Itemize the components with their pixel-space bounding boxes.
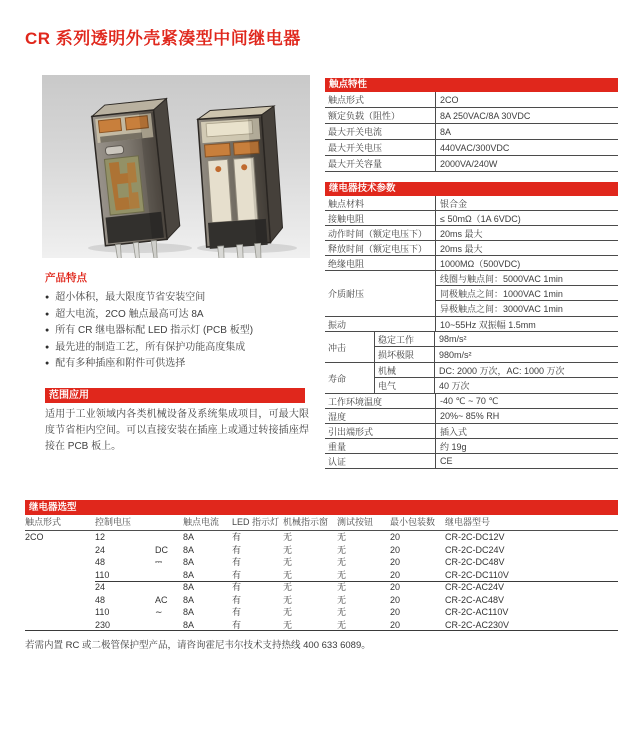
cell-mech-indicator: 无: [283, 582, 293, 592]
sub-rows: [375, 363, 618, 393]
cell-led-indicator: 有: [232, 569, 242, 580]
table-row: [25, 531, 618, 544]
row-value: 8A 250VAC/8A 30VDC: [440, 110, 531, 121]
column-header-test-button: 测试按钮: [337, 517, 374, 528]
cell-min-pack: 20: [390, 594, 401, 605]
table-row: [325, 241, 618, 256]
table-row: [325, 439, 618, 454]
value-lines: [436, 271, 618, 316]
cell-model-number: CR-2C-DC24V: [445, 544, 505, 555]
product-photo: [42, 75, 310, 258]
cell-contact-current: 8A: [183, 544, 195, 555]
row-value: 插入式: [440, 426, 468, 437]
contact-table-heading: 触点特性: [325, 78, 618, 92]
row-label: 工作环境温度: [325, 394, 436, 408]
selection-table-heading: 继电器选型: [25, 500, 618, 515]
feature-item-text: 配有多种插座和附件可供选择: [55, 358, 186, 369]
row-label: 额定负载（阻性）: [325, 108, 436, 123]
cell-test-button: 无: [337, 582, 347, 592]
row-label: 介质耐压: [325, 271, 436, 316]
cell-model-number: CR-2C-AC230V: [445, 619, 510, 630]
row-value: 98m/s²: [439, 334, 467, 344]
row-value: 20ms 最大: [440, 228, 483, 239]
row-label: 寿命: [325, 363, 375, 393]
features-list: [45, 292, 313, 369]
cell-led-indicator: 有: [232, 532, 242, 542]
cell-led-indicator: 有: [232, 544, 242, 555]
page-title: CR 系列透明外壳紧凑型中间继电器: [25, 29, 301, 48]
row-label: 最大开关电压: [325, 140, 436, 155]
row-value: CE: [440, 456, 453, 466]
cell-model-number: CR-2C-DC12V: [445, 532, 505, 542]
row-value: 2000VA/240W: [440, 158, 498, 169]
cell-min-pack: 20: [390, 582, 401, 592]
table-row: [25, 594, 618, 607]
cell-mech-indicator: 无: [283, 607, 293, 617]
cell-control-voltage: 48: [95, 594, 106, 605]
relay-photo-right: [197, 106, 286, 258]
feature-item: [45, 309, 313, 320]
cell-model-number: CR-2C-DC110V: [445, 569, 509, 580]
row-value: 440VAC/300VDC: [440, 142, 510, 153]
contact-table: [325, 78, 618, 172]
row-value: 1000MΩ（500VDC): [440, 258, 521, 269]
row-value: -40 ℃ ~ 70 ℃: [440, 395, 499, 406]
column-header-led-indicator: LED 指示灯: [232, 517, 280, 528]
cell-voltage-system: ⎓: [155, 557, 163, 567]
bullet-icon: ●: [45, 343, 50, 351]
sub-rows: [375, 332, 618, 362]
column-header-model-number: 继电器型号: [445, 517, 491, 528]
table-row: [25, 544, 618, 557]
relay-photo-left: [91, 99, 184, 258]
row-value: 8A: [440, 126, 452, 137]
bullet-icon: ●: [45, 294, 50, 301]
cell-control-voltage: 12: [95, 532, 106, 542]
table-row: [25, 556, 618, 569]
cell-test-button: 无: [337, 557, 347, 567]
table-row: [325, 92, 618, 108]
selection-table-header: [25, 515, 618, 531]
feature-item-text: 超小体积，最大限度节省安装空间: [55, 292, 206, 303]
table-row: [25, 606, 618, 619]
table-row: [25, 581, 618, 594]
application-text: 适用于工业领域内各类机械设备及系统集成项目，可最大限度节省柜内空间。可以直接安装在插座上或通过转接插座焊接在 PCB 板上。: [45, 409, 309, 452]
cell-voltage-system: ∼: [155, 607, 163, 617]
column-header-mech-indicator: 机械指示窗: [283, 517, 329, 528]
column-header-min-pack: 最小包装数: [390, 517, 436, 528]
row-label: 认证: [325, 454, 436, 468]
column-header-control-voltage: 控制电压: [95, 517, 132, 528]
cell-min-pack: 20: [390, 557, 401, 567]
table-row: [25, 619, 618, 632]
table-row: [325, 211, 618, 226]
tech-table-heading: 继电器技术参数: [325, 182, 618, 196]
feature-item: [45, 358, 313, 369]
cell-model-number: CR-2C-DC48V: [445, 557, 505, 567]
table-row: [325, 271, 618, 317]
selection-table: [25, 500, 618, 631]
cell-test-button: 无: [337, 532, 347, 542]
cell-model-number: CR-2C-AC24V: [445, 582, 505, 592]
cell-min-pack: 20: [390, 532, 401, 542]
cell-mech-indicator: 无: [283, 544, 293, 555]
cell-test-button: 无: [337, 594, 347, 605]
feature-item: [45, 342, 313, 353]
row-label: 振动: [325, 317, 436, 331]
cell-voltage-system: AC: [155, 594, 168, 605]
sub-label: 电气: [375, 378, 435, 393]
table-row: [325, 424, 618, 439]
cell-test-button: 无: [337, 569, 347, 580]
feature-item-text: 最先进的制造工艺，所有保护功能高度集成: [55, 341, 246, 353]
sub-row: [375, 332, 618, 347]
cell-control-voltage: 110: [95, 607, 110, 617]
selection-table-rows: [25, 531, 618, 631]
cell-min-pack: 20: [390, 544, 401, 555]
feature-item-text: 所有 CR 继电器标配 LED 指示灯 (PCB 板型): [55, 325, 254, 336]
row-label: 湿度: [325, 409, 436, 423]
cell-control-voltage: 24: [95, 544, 106, 555]
cell-model-number: CR-2C-AC48V: [445, 594, 505, 605]
table-row: [325, 196, 618, 211]
table-row: [325, 454, 618, 469]
row-label: 触点材料: [325, 196, 436, 210]
cell-control-voltage: 48: [95, 557, 106, 567]
table-row: [325, 140, 618, 156]
row-value: 10~55Hz 双振幅 1.5mm: [440, 319, 536, 330]
sub-label: 稳定工作: [375, 332, 435, 346]
table-row: [325, 124, 618, 140]
cell-model-number: CR-2C-AC110V: [445, 607, 509, 617]
row-label: 最大开关容量: [325, 156, 436, 171]
row-label: 动作时间（额定电压下）: [325, 226, 436, 240]
sub-label: 机械: [375, 363, 435, 377]
table-row: [325, 409, 618, 424]
table-row: [325, 108, 618, 124]
feature-item-text: 超大电流，2CO 触点最高可达 8A: [55, 308, 204, 320]
cell-control-voltage: 110: [95, 569, 110, 580]
row-label: 冲击: [325, 332, 375, 362]
feature-item: [45, 325, 313, 336]
sub-row: [375, 363, 618, 378]
cell-contact-current: 8A: [183, 569, 195, 580]
sub-label: 损坏极限: [375, 347, 435, 362]
table-row: [325, 363, 618, 394]
cell-contact-form: 2CO: [25, 532, 44, 542]
bullet-icon: ●: [45, 327, 50, 334]
sub-row: [375, 378, 618, 393]
cell-led-indicator: 有: [232, 557, 242, 567]
cell-contact-current: 8A: [183, 557, 195, 567]
row-value: 980m/s²: [439, 349, 472, 360]
cell-contact-current: 8A: [183, 607, 195, 617]
cell-min-pack: 20: [390, 607, 401, 617]
cell-test-button: 无: [337, 544, 347, 555]
row-value: 异极触点之间：3000VAC 1min: [440, 304, 563, 314]
row-label: 重量: [325, 439, 436, 453]
row-label: 绝缘电阻: [325, 256, 436, 270]
cell-mech-indicator: 无: [283, 532, 293, 542]
cell-contact-current: 8A: [183, 619, 195, 630]
cell-control-voltage: 230: [95, 619, 111, 630]
table-row: [325, 256, 618, 271]
sub-row: [375, 347, 618, 362]
column-header-contact-current: 触点电流: [183, 517, 220, 528]
row-value: 40 万次: [439, 381, 470, 391]
row-value: 2CO: [440, 94, 459, 105]
table-row: [325, 332, 618, 363]
cell-led-indicator: 有: [232, 619, 242, 630]
tech-table-rows: [325, 196, 618, 469]
application-heading: 范围应用: [45, 388, 305, 403]
row-label: 引出端形式: [325, 424, 436, 438]
cell-mech-indicator: 无: [283, 557, 293, 567]
cell-min-pack: 20: [390, 619, 401, 630]
cell-contact-current: 8A: [183, 532, 195, 542]
row-value: 银合金: [440, 198, 468, 209]
cell-mech-indicator: 无: [283, 619, 293, 630]
bullet-icon: ●: [45, 360, 50, 367]
row-label: 最大开关电流: [325, 124, 436, 139]
table-row: [325, 394, 618, 409]
cell-contact-current: 8A: [183, 594, 195, 605]
cell-mech-indicator: 无: [283, 569, 293, 580]
row-value: 线圈与触点间：5000VAC 1min: [436, 271, 618, 286]
table-row: [25, 569, 618, 582]
row-value: 同极触点之间：1000VAC 1min: [436, 286, 618, 301]
table-row: [325, 156, 618, 172]
row-value: ≤ 50mΩ（1A 6VDC): [440, 213, 521, 224]
table-row: [325, 317, 618, 332]
cell-control-voltage: 24: [95, 582, 106, 592]
cell-led-indicator: 有: [232, 607, 242, 617]
features-heading: 产品特点: [45, 272, 87, 284]
features-section: [45, 270, 313, 375]
row-label: 触点形式: [325, 92, 436, 107]
column-header-contact-form: 触点形式: [25, 517, 62, 528]
row-value: DC: 2000 万次，AC: 1000 万次: [439, 365, 565, 376]
cell-led-indicator: 有: [232, 582, 242, 592]
cell-test-button: 无: [337, 619, 347, 630]
contact-table-rows: [325, 92, 618, 172]
footer-note: 若需内置 RC 或二极管保护型产品，请咨询霍尼韦尔技术支持热线 400 633 6089。: [25, 640, 371, 651]
cell-contact-current: 8A: [183, 582, 195, 592]
tech-table: [325, 182, 618, 469]
relay-photos-illustration: [42, 75, 310, 258]
row-value: 20ms 最大: [440, 243, 483, 254]
table-row: [325, 226, 618, 241]
cell-min-pack: 20: [390, 569, 401, 580]
feature-item: [45, 292, 313, 303]
cell-mech-indicator: 无: [283, 594, 293, 605]
cell-led-indicator: 有: [232, 594, 242, 605]
row-value: 约 19g: [440, 441, 467, 452]
cell-voltage-system: DC: [155, 544, 168, 555]
row-value: 20%~ 85% RH: [440, 411, 500, 421]
bullet-icon: ●: [45, 310, 50, 318]
cell-test-button: 无: [337, 607, 347, 617]
row-label: 接触电阻: [325, 211, 436, 225]
row-label: 释放时间（额定电压下）: [325, 241, 436, 255]
